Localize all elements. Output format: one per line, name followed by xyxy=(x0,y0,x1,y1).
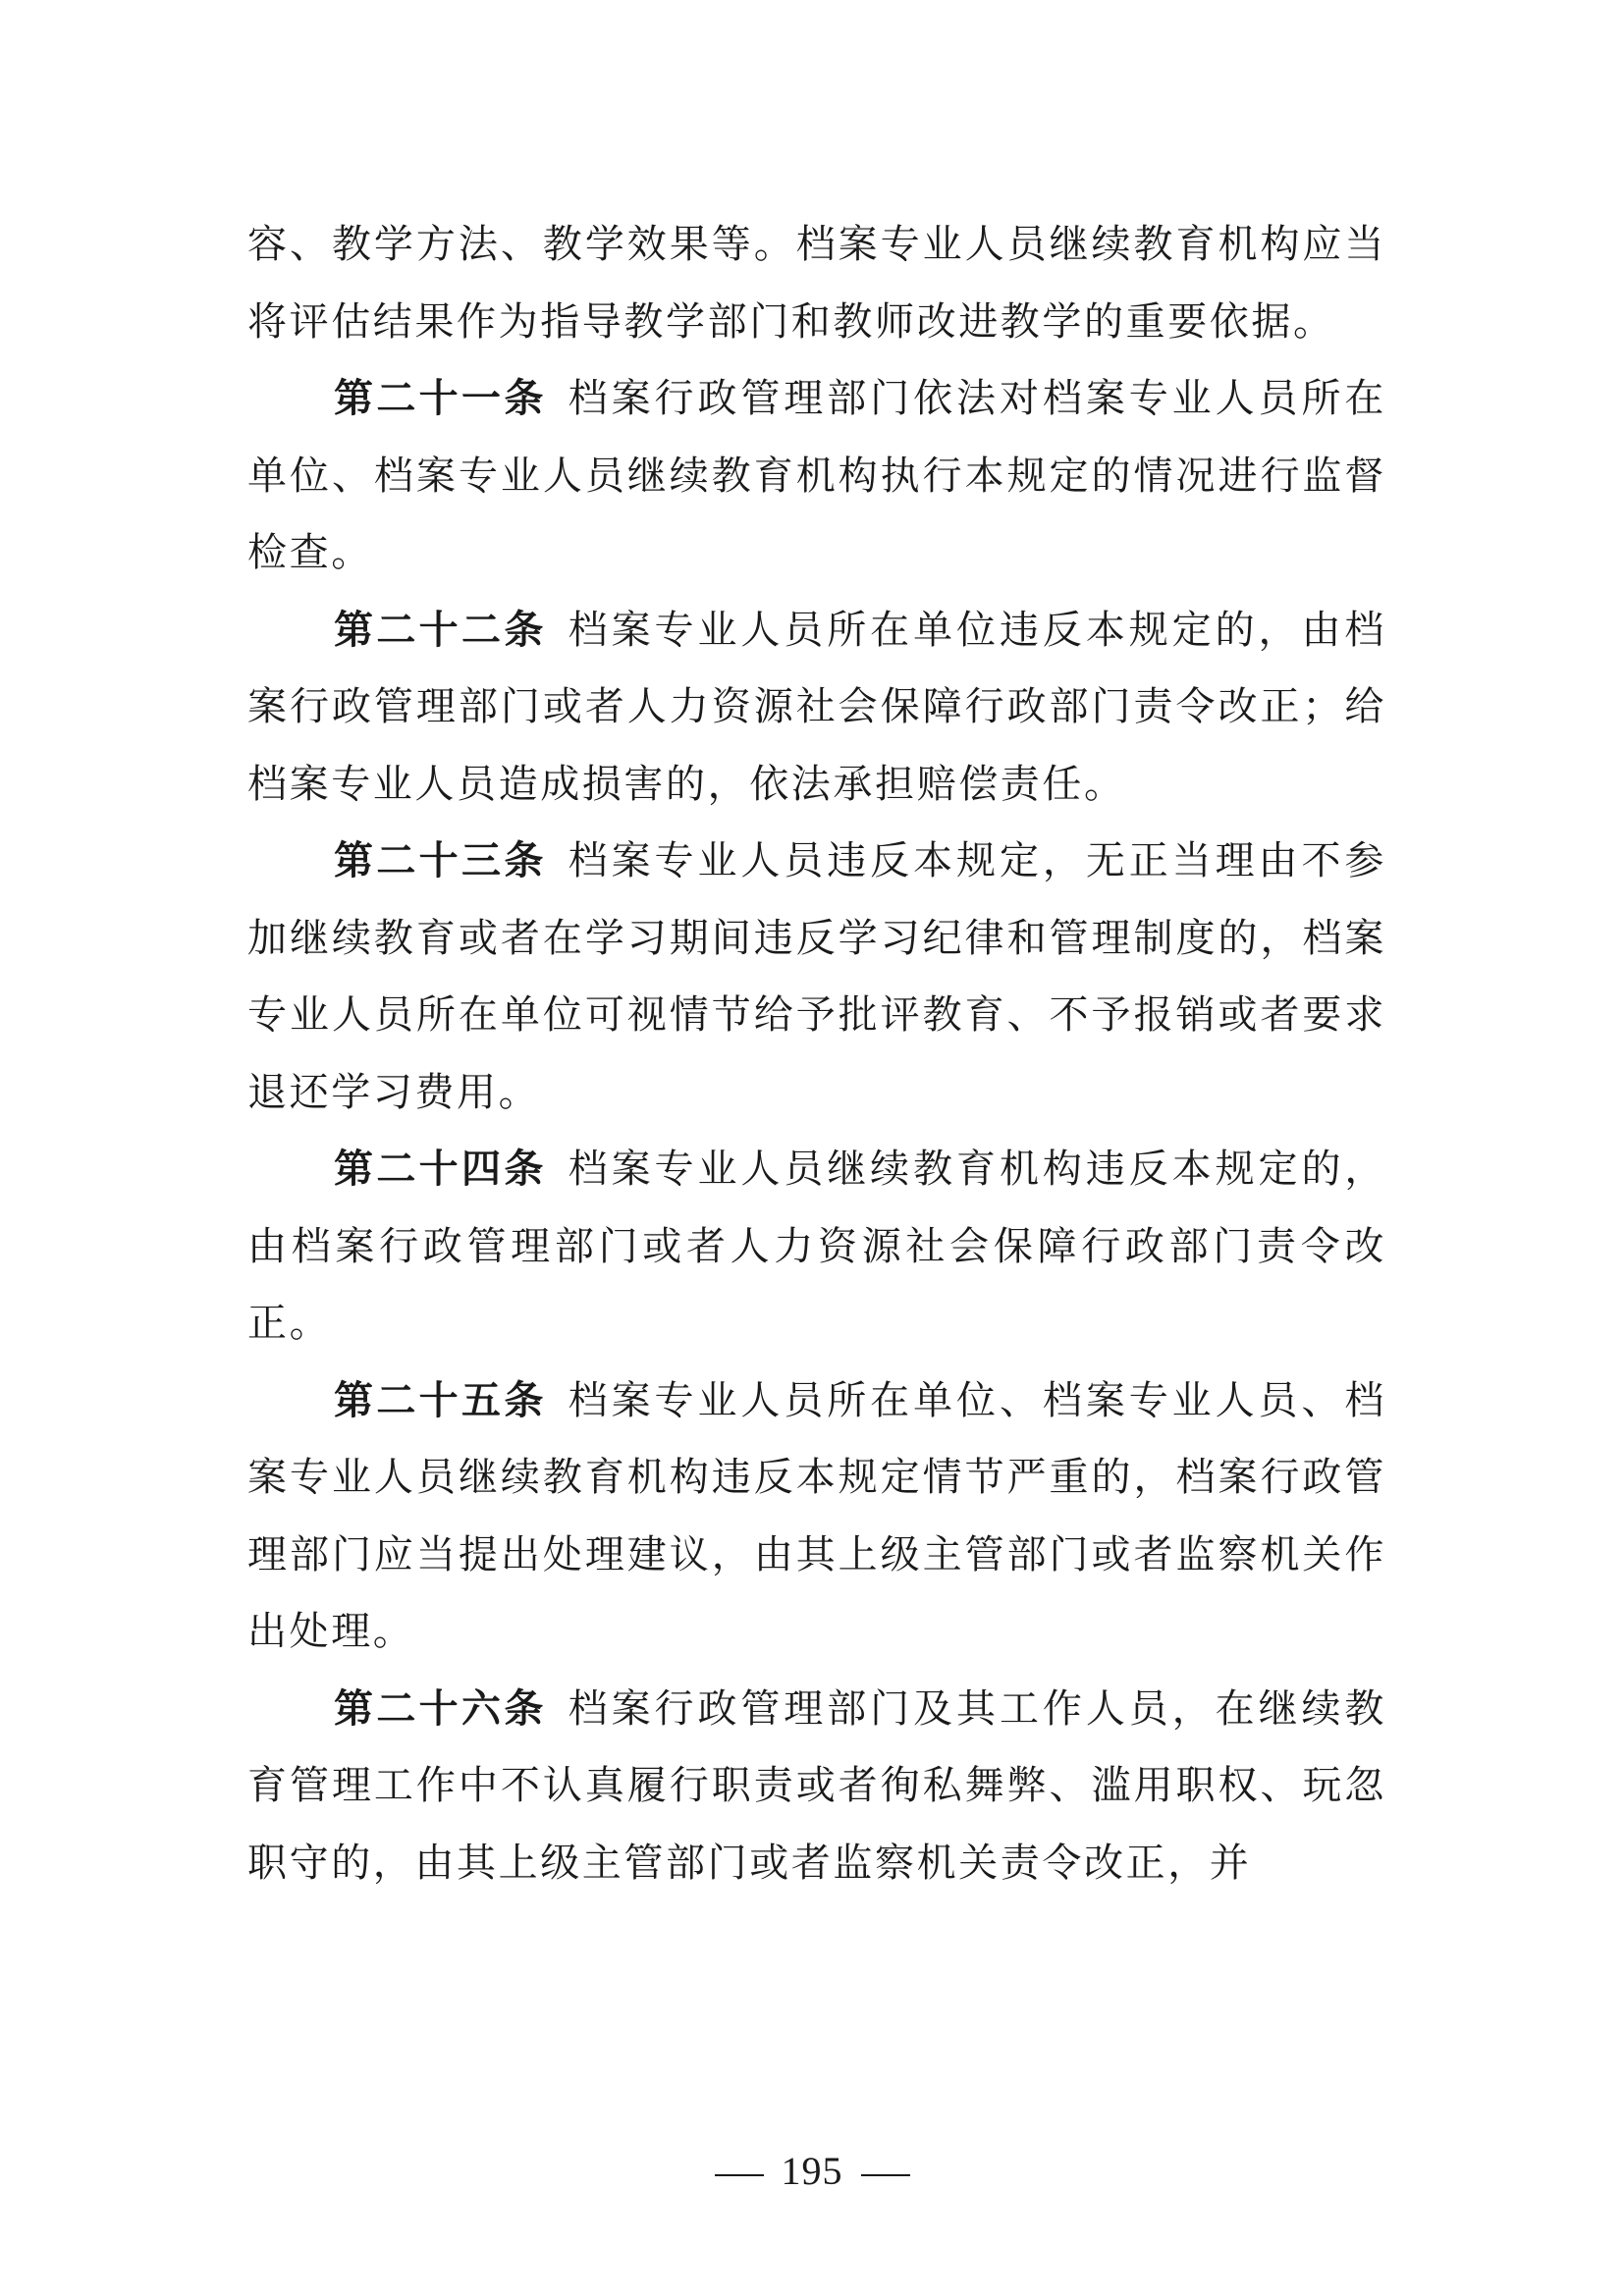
page-number: 195 xyxy=(781,2149,843,2193)
page-footer xyxy=(0,2148,1624,2194)
article-heading: 第二十二条 xyxy=(334,607,547,653)
footer-dash-left xyxy=(715,2174,764,2176)
article-21 xyxy=(247,360,1386,592)
article-text: 档案专业人员继续教育机构违反本规定的，由档案行政管理部门或者人力资源社会保障行政部门责令改正。 xyxy=(247,1147,1386,1346)
article-heading: 第二十五条 xyxy=(334,1377,547,1423)
article-22 xyxy=(247,592,1386,824)
article-heading: 第二十一条 xyxy=(334,376,547,421)
article-text: 档案专业人员所在单位、档案专业人员、档案专业人员继续教育机构违反本规定情节严重的，档案行政管理部门应当提出处理建议，由其上级主管部门或者监察机关作出处理。 xyxy=(247,1377,1386,1654)
paragraph-continuation xyxy=(247,206,1386,360)
article-heading: 第二十六条 xyxy=(334,1685,547,1732)
footer-dash-right xyxy=(861,2174,910,2176)
article-heading: 第二十四条 xyxy=(334,1147,547,1192)
article-text: 档案专业人员所在单位违反本规定的，由档案行政管理部门或者人力资源社会保障行政部门责令改正；给档案专业人员造成损害的，依法承担赔偿责任。 xyxy=(247,607,1386,807)
article-24 xyxy=(247,1131,1386,1362)
paragraph-text: 容、教学方法、教学效果等。档案专业人员继续教育机构应当将评估结果作为指导教学部门和教师改进教学的重要依据。 xyxy=(247,222,1386,345)
article-25 xyxy=(247,1362,1386,1671)
article-heading: 第二十三条 xyxy=(334,838,547,883)
article-text: 档案行政管理部门依法对档案专业人员所在单位、档案专业人员继续教育机构执行本规定的情况进行监督检查。 xyxy=(247,376,1386,575)
document-body xyxy=(247,206,1386,1901)
article-26 xyxy=(247,1671,1386,1902)
article-text: 档案专业人员违反本规定，无正当理由不参加继续教育或者在学习期间违反学习纪律和管理制度的，档案专业人员所在单位可视情节给予批评教育、不予报销或者要求退还学习费用。 xyxy=(247,838,1386,1115)
article-23 xyxy=(247,823,1386,1131)
article-text: 档案行政管理部门及其工作人员，在继续教育管理工作中不认真履行职责或者徇私舞弊、滥用职权、玩忽职守的，由其上级主管部门或者监察机关责令改正，并 xyxy=(247,1685,1386,1886)
